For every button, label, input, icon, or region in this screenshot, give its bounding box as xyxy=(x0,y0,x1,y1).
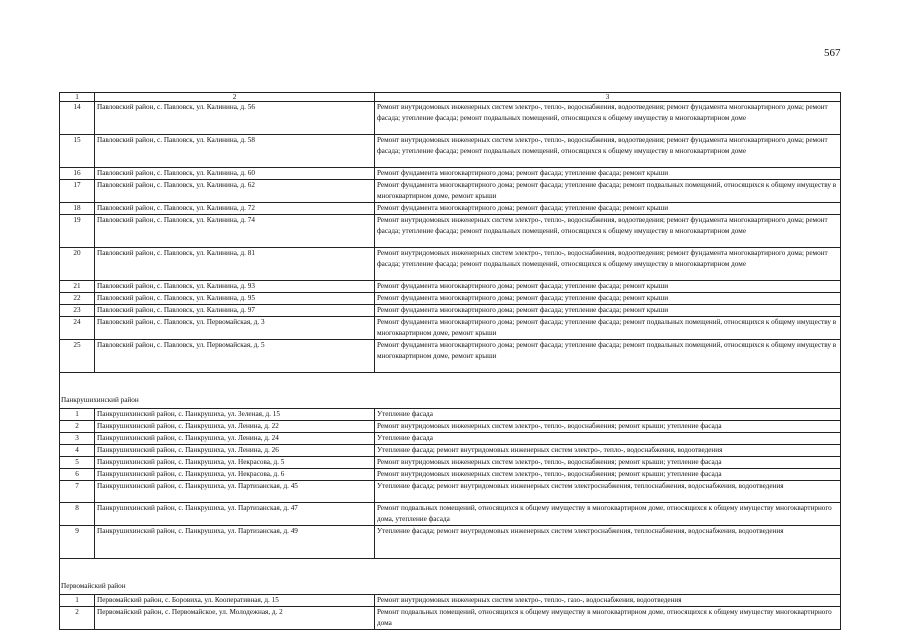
row-works: Ремонт внутридомовых инженерных систем электро-, тепло-, водоснабжения; ремонт крыши; утепление фасада xyxy=(375,469,841,481)
section-title: Панкрушихинский район xyxy=(60,373,841,409)
row-number: 6 xyxy=(60,469,95,481)
row-address: Первомайский район, с. Боровиха, ул. Кооперативная, д. 15 xyxy=(95,595,375,607)
row-address: Панкрушихинский район, с. Панкрушиха, ул. Ленина, д. 22 xyxy=(95,421,375,433)
row-works: Ремонт фундамента многоквартирного дома; ремонт фасада; утепление фасада; ремонт крыши xyxy=(375,281,841,293)
row-number: 22 xyxy=(60,293,95,305)
row-number: 1 xyxy=(60,409,95,421)
row-number: 2 xyxy=(60,421,95,433)
table-row xyxy=(60,503,841,526)
row-works: Ремонт фундамента многоквартирного дома; ремонт фасада; утепление фасада; ремонт крыши xyxy=(375,293,841,305)
table-row xyxy=(60,281,841,293)
row-works: Ремонт внутридомовых инженерных систем электро-, тепло-, водоснабжения, водоотведения; ремонт фундамента многоквартирного дома; ремонт фасада; утепление фасада; ремонт подвальных помещений, относящихся к общему имуществу в многоквартирном доме xyxy=(375,248,841,281)
row-address: Панкрушихинский район, с. Панкрушиха, ул. Некрасова, д. 6 xyxy=(95,469,375,481)
table-row xyxy=(60,293,841,305)
table-row xyxy=(60,248,841,281)
row-address: Панкрушихинский район, с. Панкрушиха, ул. Зеленая, д. 15 xyxy=(95,409,375,421)
row-number: 20 xyxy=(60,248,95,281)
row-number: 24 xyxy=(60,317,95,340)
table-row xyxy=(60,445,841,457)
table-row xyxy=(60,203,841,215)
table-row xyxy=(60,595,841,607)
row-number: 14 xyxy=(60,102,95,135)
row-address: Панкрушихинский район, с. Панкрушиха, ул. Партизанская, д. 49 xyxy=(95,526,375,559)
section-title: Первомайский район xyxy=(60,559,841,595)
header-col-1: 1 xyxy=(60,93,95,102)
row-address: Панкрушихинский район, с. Панкрушиха, ул. Партизанская, д. 47 xyxy=(95,503,375,526)
row-number: 9 xyxy=(60,526,95,559)
row-address: Павловский район, с. Павловск, ул. Первомайская, д. 5 xyxy=(95,340,375,373)
row-number: 18 xyxy=(60,203,95,215)
table-row xyxy=(60,317,841,340)
row-address: Павловский район, с. Павловск, ул. Калинина, д. 72 xyxy=(95,203,375,215)
row-address: Павловский район, с. Павловск, ул. Калинина, д. 74 xyxy=(95,215,375,248)
row-address: Павловский район, с. Павловск, ул. Калинина, д. 60 xyxy=(95,168,375,180)
table-row xyxy=(60,607,841,630)
row-works: Ремонт внутридомовых инженерных систем электро-, тепло-, водоснабжения; ремонт крыши; утепление фасада xyxy=(375,421,841,433)
row-address: Павловский район, с. Павловск, ул. Калинина, д. 95 xyxy=(95,293,375,305)
row-number: 8 xyxy=(60,503,95,526)
table-row xyxy=(60,180,841,203)
header-col-3: 3 xyxy=(375,93,841,102)
row-address: Павловский район, с. Павловск, ул. Калинина, д. 58 xyxy=(95,135,375,168)
row-address: Павловский район, с. Павловск, ул. Калинина, д. 62 xyxy=(95,180,375,203)
row-works: Утепление фасада; ремонт внутридомовых инженерных систем электроснабжения, теплоснабжения, водоснабжения, водоотведения xyxy=(375,481,841,503)
row-number: 15 xyxy=(60,135,95,168)
row-number: 2 xyxy=(60,607,95,630)
row-address: Первомайский район, с. Первомайское, ул. Молодежная, д. 2 xyxy=(95,607,375,630)
table-row xyxy=(60,102,841,135)
row-number: 16 xyxy=(60,168,95,180)
table-row xyxy=(60,421,841,433)
row-address: Панкрушихинский район, с. Панкрушиха, ул. Партизанская, д. 45 xyxy=(95,481,375,503)
row-number: 25 xyxy=(60,340,95,373)
row-works: Утепление фасада xyxy=(375,433,841,445)
row-number: 19 xyxy=(60,215,95,248)
row-number: 21 xyxy=(60,281,95,293)
row-works: Ремонт подвальных помещений, относящихся к общему имуществу в многоквартирном доме, относящихся к общему имуществу многоквартирного дома xyxy=(375,607,841,630)
table-row xyxy=(60,340,841,373)
row-address: Павловский район, с. Павловск, ул. Калинина, д. 93 xyxy=(95,281,375,293)
section-header-row xyxy=(60,373,841,409)
row-works: Ремонт внутридомовых инженерных систем электро-, тепло-, газо-, водоснабжения, водоотведения xyxy=(375,595,841,607)
table-row xyxy=(60,409,841,421)
table-row xyxy=(60,433,841,445)
row-number: 4 xyxy=(60,445,95,457)
table-row xyxy=(60,469,841,481)
row-works: Ремонт подвальных помещений, относящихся к общему имуществу в многоквартирном доме, относящихся к общему имуществу многоквартирного дома, утепление фасада xyxy=(375,503,841,526)
table-row xyxy=(60,215,841,248)
row-number: 7 xyxy=(60,481,95,503)
table-row xyxy=(60,457,841,469)
header-col-2: 2 xyxy=(95,93,375,102)
row-works: Ремонт внутридомовых инженерных систем электро-, тепло-, водоснабжения, водоотведения; ремонт фундамента многоквартирного дома; ремонт фасада; утепление фасада; ремонт подвальных помещений, относящихся к общему имуществу в многоквартирном доме xyxy=(375,102,841,135)
row-number: 5 xyxy=(60,457,95,469)
table-row xyxy=(60,305,841,317)
row-address: Павловский район, с. Павловск, ул. Калинина, д. 56 xyxy=(95,102,375,135)
row-works: Ремонт фундамента многоквартирного дома; ремонт фасада; утепление фасада; ремонт крыши xyxy=(375,168,841,180)
page-number: 567 xyxy=(824,47,841,59)
row-works: Ремонт фундамента многоквартирного дома; ремонт фасада; утепление фасада; ремонт крыши xyxy=(375,305,841,317)
row-number: 23 xyxy=(60,305,95,317)
row-works: Ремонт фундамента многоквартирного дома; ремонт фасада; утепление фасада; ремонт крыши xyxy=(375,203,841,215)
row-works: Ремонт фундамента многоквартирного дома; ремонт фасада; утепление фасада; ремонт подвальных помещений, относящихся к общему имуществу в многоквартирном доме, ремонт крыши xyxy=(375,340,841,373)
table-row xyxy=(60,526,841,559)
capital-repair-table xyxy=(59,92,841,630)
row-number: 17 xyxy=(60,180,95,203)
row-address: Павловский район, с. Павловск, ул. Первомайская, д. 3 xyxy=(95,317,375,340)
row-address: Павловский район, с. Павловск, ул. Калинина, д. 81 xyxy=(95,248,375,281)
table-row xyxy=(60,481,841,503)
table-row xyxy=(60,168,841,180)
row-works: Ремонт внутридомовых инженерных систем электро-, тепло-, водоснабжения, водоотведения; ремонт фундамента многоквартирного дома; ремонт фасада; утепление фасада; ремонт подвальных помещений, относящихся к общему имуществу в многоквартирном доме xyxy=(375,135,841,168)
row-works: Утепление фасада; ремонт внутридомовых инженерных систем электро-, тепло-, водоснабжения, водоотведения xyxy=(375,445,841,457)
row-works: Утепление фасада xyxy=(375,409,841,421)
row-works: Ремонт фундамента многоквартирного дома; ремонт фасада; утепление фасада; ремонт подвальных помещений, относящихся к общему имуществу в многоквартирном доме, ремонт крыши xyxy=(375,317,841,340)
row-address: Панкрушихинский район, с. Панкрушиха, ул. Некрасова, д. 5 xyxy=(95,457,375,469)
row-address: Павловский район, с. Павловск, ул. Калинина, д. 97 xyxy=(95,305,375,317)
table-header-row xyxy=(60,93,841,102)
table-row xyxy=(60,135,841,168)
row-works: Ремонт внутридомовых инженерных систем электро-, тепло-, водоснабжения, водоотведения; ремонт фундамента многоквартирного дома; ремонт фасада; утепление фасада; ремонт подвальных помещений, относящихся к общему имуществу в многоквартирном доме xyxy=(375,215,841,248)
row-address: Панкрушихинский район, с. Панкрушиха, ул. Ленина, д. 24 xyxy=(95,433,375,445)
row-number: 3 xyxy=(60,433,95,445)
row-works: Ремонт фундамента многоквартирного дома; ремонт фасада; утепление фасада; ремонт подвальных помещений, относящихся к общему имуществу в многоквартирном доме, ремонт крыши xyxy=(375,180,841,203)
row-works: Утепление фасада; ремонт внутридомовых инженерных систем электроснабжения, теплоснабжения, водоснабжения, водоотведения xyxy=(375,526,841,559)
row-number: 1 xyxy=(60,595,95,607)
row-address: Панкрушихинский район, с. Панкрушиха, ул. Ленина, д. 26 xyxy=(95,445,375,457)
section-header-row xyxy=(60,559,841,595)
row-works: Ремонт внутридомовых инженерных систем электро-, тепло-, водоснабжения; ремонт крыши; утепление фасада xyxy=(375,457,841,469)
